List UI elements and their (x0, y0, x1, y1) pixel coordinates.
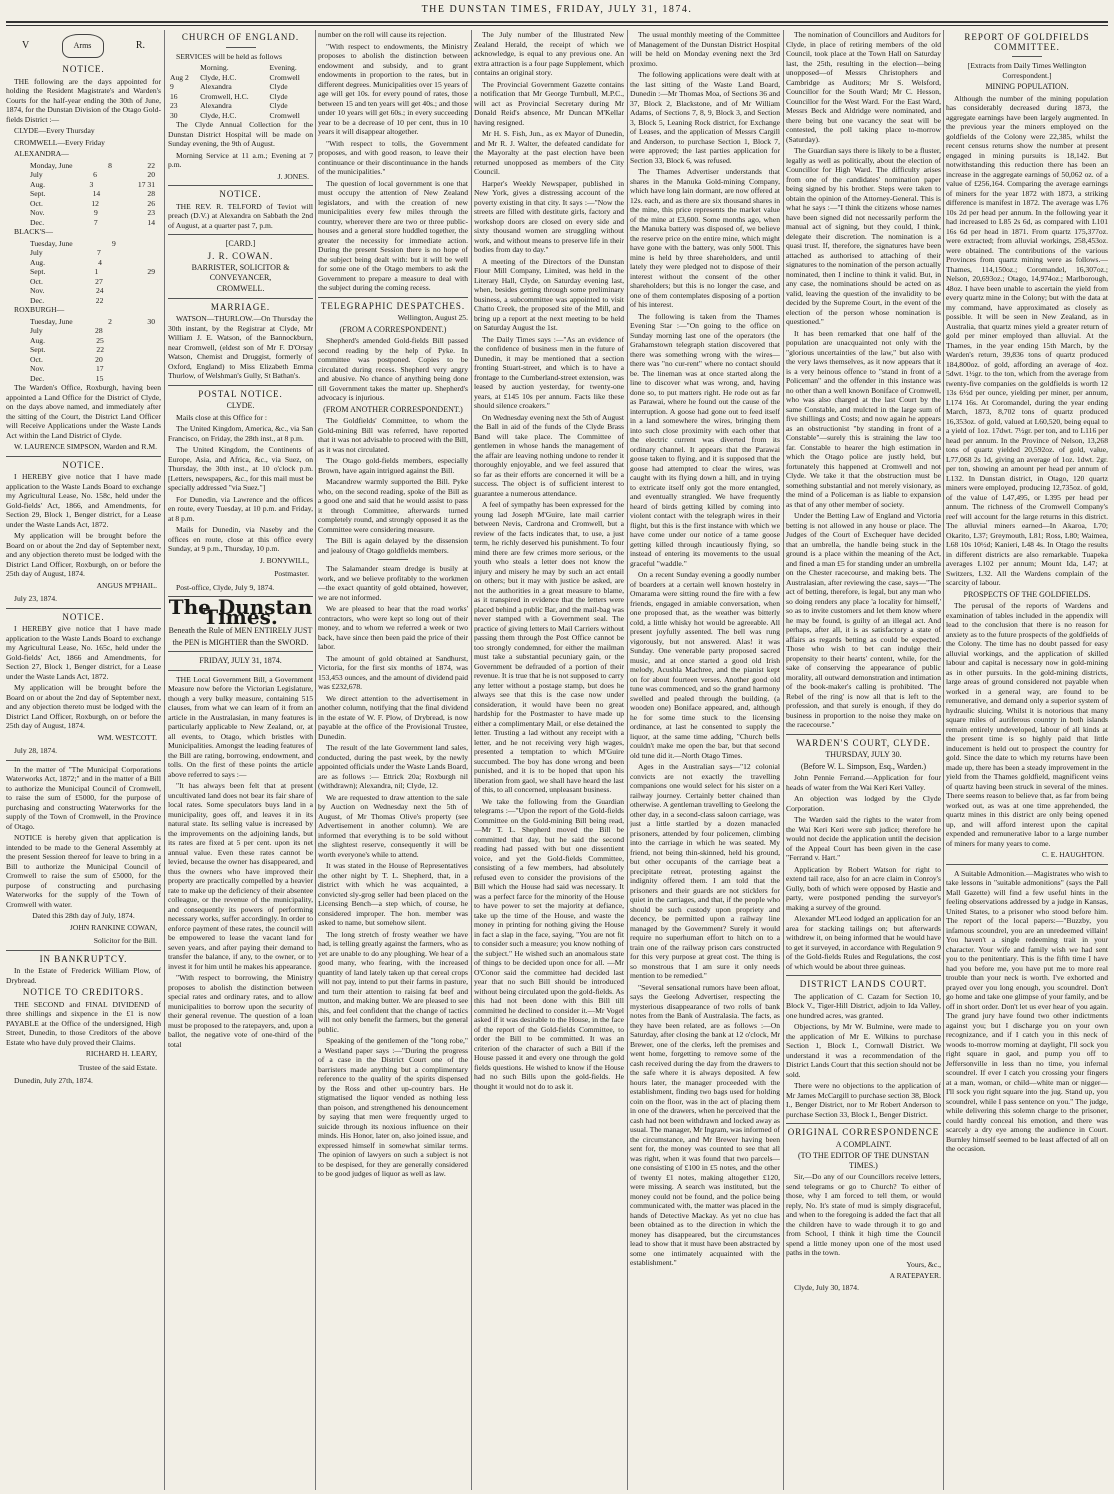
court-paragraph: An objection was lodged by the Clyde Corporation. (786, 794, 941, 813)
table-row (168, 101, 313, 111)
schedule-cell: 23 (147, 208, 155, 217)
schedule-cell: 24 (95, 286, 104, 295)
divider (318, 297, 468, 298)
news-paragraph: The Guardian says there is likely to be a fluster, legally as well as politically, about the election of Councillor for High Ward. The difficulty arises from one of the candidates' nomination paper being signed by his brother. Steps were taken to obtain the opinion of the Attorney-General. This is what he says :—"I think the citizens whose names have been signed did not necessarily perform the manual act of signing, but they could, I think, delegate their discretion. The nomination is a quasi trust. If, therefore, the signatures have been attached as authorised to attaching of their signatures to the nomination of the person actually nominated, then I incline to think it valid. But, in any case, the nominations should be acted on as valid, leaving the question of the invalidity to be decided by the Supreme Court, in the event of the election of the person whose nomination is questioned." (786, 146, 941, 326)
court-notice-intro: THE following are the days appointed for holding the Resident Magistrate's and Warden's Courts for the half-year ending the 30th of June, 1874, for the Dunstan Division of the Otago Gold-fields District :— (6, 76, 161, 124)
schedule-cell: 14 (92, 189, 101, 198)
divider (1012, 56, 1042, 57)
table-cell: Clyde, H.C. (200, 110, 237, 120)
creditors-date: Dunedin, July 27th, 1874. (14, 1076, 93, 1085)
article-paragraph: The question of local government is one that must occupy the attention of New Zealand legislators, and with the creation of new municipalities every few miles through the country, wherever there are two or three public-houses and a general store huddled together, the greater the necessity for immediate action. During the present Session there is no hope of the subject being dealt with: but it will be well for some one of the Otago members to ask the Government to prepare a measure to deal with the subject during the coming recess. (318, 178, 468, 292)
schedule-row (6, 336, 161, 346)
schedule-cell: 9 (111, 238, 116, 248)
divider (6, 950, 161, 951)
church-annual: The Clyde Annual Collection for the Dunstan District Hospital will be made on Sunday evening, the 9th of August. (168, 120, 313, 148)
court-paragraph: The Warden said the rights to the water from the Wai Keri Keri were sub judice; therefore he would not decide the application until the decision of the Appeal Court has been given in the case "Ferrand v. Hart." (786, 815, 941, 862)
news-paragraph: The Thames Advertiser understands that shares in the Manuka Gold-mining Company, which have long lain dormant, are now offered at 12s. each, and as there are six thousand shares in the mine, this price represents the market value of the mine at £3,600. Some months ago, when the Manuka battery was disposed of, we believe the reserve price on the entire mine, which might have gone with the battery, was only 500l. This mine is held by three shareholders, and until lately they were pledged not to dispose of their interest without the consent of the other shareholders; but this is no longer the case, and one of them contemplates disposing of a portion of his interest. (630, 167, 780, 309)
news-paragraph: The Otago gold-fields members, especially Brown, have again intrigued against the Bill. (318, 456, 468, 475)
column-7 (946, 30, 1108, 1490)
marriage-body: WATSON—THURLOW.—On Thursday the 30th instant, by the Registrar at Clyde, Mr William J. E. Watson, of the Bannockburn, near Cromwell, (eldest son of Mr F. D'Orsay Watson, Chemist and Druggist, formerly of Oxford, England) to Miss Elizabeth Emma Thurlow, of Welshman's Gully, St Bathan's. (168, 314, 313, 380)
table-row (168, 111, 313, 121)
schedule-cell: 28 (95, 326, 103, 335)
divider (168, 298, 313, 299)
church-head-evening: Evening. (269, 63, 297, 72)
schedule-cell: 17 31 (137, 179, 155, 189)
schedule-cell: 15 (95, 373, 104, 383)
news-paragraph: The amount of gold obtained at Sandhurst, Victoria, for the first six months of 1874, was 153,453 ounces, and the amount of dividend paid was £232,678. (318, 653, 468, 691)
schedule-cell: 22 (147, 160, 155, 170)
schedule-row (6, 326, 161, 336)
creditors-title: NOTICE TO CREDITORS. (22, 987, 145, 997)
news-paragraph: We direct attention to the advertisement in another column, notifying that the final dividend in the estate of W. F. Plow, of Drybread, is now payable at the office of the Provisional Trustee, Dunedin. (318, 693, 468, 741)
schedule-cell: 27 (95, 276, 103, 286)
postal-item: For Dunedin, via Lawrence and the offices en route, every Tuesday, at 10 p.m. and Friday, at 8 p.m. (168, 494, 313, 523)
church-morning: Morning Service at 11 a.m.; Evening at 7 p.m. (168, 150, 313, 169)
schedule-cell: 8 (108, 160, 112, 170)
divider (378, 559, 408, 560)
divider (786, 975, 941, 976)
column-divider (783, 30, 784, 1490)
schedule-cell: Tuesday, June (30, 238, 73, 248)
article-paragraph: "With respect to tolls, the Government proposes, and with good reason, to leave their continuance or their discontinuance in the hands of the municipalities." (318, 138, 468, 176)
church-signature: J. JONES. (277, 171, 309, 181)
table-cell: Aug 2 (170, 72, 189, 82)
notice-title: NOTICE. (62, 459, 105, 470)
issue-date: FRIDAY, JULY 31, 1874. (199, 656, 282, 665)
column-divider (315, 30, 316, 1490)
schedule-cell: July (30, 248, 43, 257)
schedule-row (6, 317, 161, 327)
schedule-cell: 4 (98, 257, 102, 267)
schedule-cell: 22 (95, 295, 104, 305)
news-paragraph: The July number of the Illustrated New Zealand Herald, the receipt of which we acknowledge, is equal to any previous one. An extra attraction is a four page Supplement, which contains an original story. (474, 30, 624, 77)
postal-item: Mails for Dunedin, via Naseby and the offices en route, close at this office every Sunday, at 9 p.m., Thursday, 10 p.m. (168, 525, 313, 553)
waterworks-signature-title: Solicitor for the Bill. (93, 936, 157, 945)
news-paragraph: It was stated in the House of Representatives the other night by T. L. Shepherd, that, in a district with which he was acquainted, a convicted sly-grog seller had been placed on the Licensing Bench—a step which, of course, he considered improper. The hon. member was asked to name, but somehow silent. (318, 861, 468, 927)
warden-signature: W. LAURENCE SIMPSON, Warden and R.M. (13, 442, 157, 451)
crest-right-letter: R. (135, 40, 145, 52)
table-cell: Clyde (269, 101, 288, 110)
news-paragraph: A feel of sympathy has been expressed for the young lad Joseph M'Guire, late mail carrier between Nevis, Cardrona and Cromwell, but a review of the facts indicates that, to use, a just term, he richly deserved his punishment. To four mind there are few crimes more serious, or the youth who steals a letter does not know the injury and misery he may by such an act entail on others; but it may with justice be asked, are not the authorities in a great measure to blame, as it transpired in evidence that the letters were placed behind a public Bar, and the mail-bag was never stamped with a Government seal. The practice of giving letters to Mail Carriers without passing them through the Post Office cannot be too strongly condemned, for either the mailman must take a substantial pecuniary gain, or the Government be defrauded of a portion of their revenue. It is true that he is not supposed to carry any letter without a postage stamp, but does he always see that this is the case now under consideration, it would have been no great hardship for the Postmaster to have made up either a complimentary Mail, or else detained the letter. Trusting a lad without any receipt with a letter, and he not receiving very high wages, presented a temptation to which M'Guire succumbed. The boy has done wrong and been punished, and it is to be hoped that upon his liberation from gaol, we shall have heard the last of this, to all concerned, unpleasant business. (474, 500, 624, 794)
schedule-row (6, 258, 161, 268)
masthead-rule (6, 21, 1108, 23)
divider (6, 608, 161, 609)
table-cell: 23 (170, 101, 178, 110)
creditors-signature-title: Trustee of the said Estate. (78, 1062, 157, 1072)
table-cell: Clyde (269, 82, 288, 91)
news-paragraph: Macandrew warmly supported the Bill. Pyke who, on the second reading, spoke of the Bill as a good one and said that he would assist to pass it through Committee, afterwards turned completely round, and strongly opposed it as the Committee were considering measure. (318, 477, 468, 534)
church-head-morning: Morning. (200, 63, 229, 72)
news-paragraph: "Several sensational rumors have been afloat, says the Geelong Advertiser, respecting the mysterious disappearance of two rolls of bank notes from the Bank of Australasia. The facts, as they have been related, are as follows :—On Saturday, after closing the bank at 12 o'clock, Mr Brewer, one of the clerks, left the premises and went home, forgetting to remove some of the cash received during the day from the drawers to the safe where it is always deposited. A few hours later, the manager proceeded with the establishment, finding two bags used for holding coin on the floor, was in the act of placing them in one of the drawers, when he perceived that the cash had not been withdrawn and locked away as usual. The manager, Mr Ingram, was informed of the circumstance, and Mr Brewer having been sent for, the money was counted to see that all was right, when it was found that two parcels—one consisting of £100 in £5 notes, and the other of twenty £1 notes, making altogether £120, were missing. A search was instituted, but the money could not be found, and the police being communicated with, the matter was placed in the hands of Detective Mackay. As yet no clue has been obtained as to the direction in which the money has disappeared, but the circumstances lead to show that it must have been abstracted by some one intimately acquainted with the establishment." (630, 982, 780, 1267)
district-lands-title: DISTRICT LANDS COURT. (799, 979, 928, 989)
divider (168, 185, 313, 186)
schedule-cell: Aug. (30, 257, 45, 267)
blacks-dates (6, 239, 161, 306)
correspondence-title: ORIGINAL CORRESPONDENCE (787, 1127, 940, 1137)
leader-paragraph: "It has always been felt that at present uncultivated land does not bear its fair share of local rates. Some speculators buys land in a municipality, goes off, and leaves it in its natural state. Its selling value is increased by the improvements on the adjoining lands, but its rates are fixed at 5 per cent. upon its net annual value. Even these rates cannot be levied, because the owner has disappeared, and thus the owners who have improved their property are practically compelled by a heavier rate to make up the deficiency of their absentee colleague, or the revenue of the municipality, and consequently its powers of performing necessary works, suffer accordingly. In order to enforce payment of these rates, the council will be empowered to lease the vacant land for seven years, and after paying their demand to transfer the balance, if any, to the owner, or to invest it for him until he makes his appearance. (168, 781, 313, 971)
notice-body: I HEREBY give notice that I have made application to the Waste Lands Board to exchange my Agricultural Lease, No. 165c, held under the Gold-fields' Act, 1866 and Amendments, for Section 27, Block 1, Benger district, for a Lease under the Waste Lands Act, 1872. (6, 624, 161, 681)
section-heading: PROSPECTS OF THE GOLDFIELDS. (963, 589, 1091, 599)
court-paragraph: Application by Robert Watson for right to extend tail race, also for an acre claim in Conroy's Gully, both of which were opposed by Hastie and party, were postponed pending the surveyor's making a survey of the ground. (786, 864, 941, 912)
telegraphic-title: TELEGRAPHIC DESPATCHES. (320, 300, 466, 311)
notice-body: I HEREBY give notice that I have made application to the Waste Lands Board to exchange my Agricultural Lease, No. 158c, held under the Gold-fields' Act, 1866, and Amendments, for Section 29, Block 1, Benger district, for a Lease under the Waste Lands Act, 1872. (6, 472, 161, 529)
schedule-cell: Aug. (30, 335, 45, 345)
crest-left-letter: V (22, 40, 30, 52)
masthead: THE DUNSTAN TIMES, FRIDAY, JULY 31, 1874. (421, 4, 693, 15)
news-paragraph: We take the following from the Guardian telegrams :—"Upon the report of the Gold-fields Committee on the Gold-mining Bill being read,—Mr T. L. Shepherd moved the Bill be committed that day, but he said the second reading had passed with but one dissentient voice, and yet the Gold-fields Committee, consisting of a few members, had absolutely refused even to consider the provisions of the Bill which the House had said was necessary. It was a perfect farce for the minority of the House to have power to set the majority at defiance, take up the time of the House, and waste the money in printing for nothing giving the House in fact a slap in the face, saying, "You are not fit to consider such a measure; you know nothing of the subject." He wished such an anomalous state of things to be decided upon once for all. —Mr O'Conor said the committee had decided last year that no such Bill should be introduced without being circulated upon the gold-fields. As this had not been done with this Bill till committed he declined to consider it.—Mr Vogel asked if it was desirable to the House, in the face of the report of the Gold-fields Committee, to order the Bill to be committed. It was an criterion of the character of such a Bill if the House passed it and every one through the gold fields questions. He wished to know if the House had no such Bills upon the gold-fields. He thought it would not do to ask it. (474, 796, 624, 1091)
postal-item: The United Kingdom, America, &c., via San Francisco, on Friday, the 28th inst., at 8 p.m. (168, 424, 313, 443)
report-paragraph: Although the number of the mining population has considerably decreased during 1873, the aggregate earnings have been largely augmented. In the previous year the miners employed on the goldfields of the Colony were 22,385, whilst the recent census returns show the number at present engaged in mining pursuits is 18,142. But notwithstanding this reduction there has been an increase in the aggregate earnings of 50,062 oz. of a value of £256,164. Comparing the average earnings of miners for the year 1872 with 1873, a striking difference is manifest in 1872. The average was L76 10s 2d per head per annum. In the following year it had increased to L85 2s 6d, as compared with L101 16s 6d per head in 1871. From quartz 175,377oz. were extracted; from alluvial workings, 258,453oz. were obtained. The contributions of the various Provinces from quartz mining were as follows.—Thames, 114,150oz.; Coromandel, 16,307oz.; Nelson, 20,693oz.; Otago, 14,974oz.; Marlborough, 48oz. I have been unable to ascertain the yield from every quartz mine in the Colony; but with the data at my command, have approximated as closely as possible. It will be seen in New Zealand, as in Australia, that quartz mines yield a greater return of gold per miner employed than alluvial. At the Thames, in the year ending 15th March, by the Warden's return, 39,836 tons of quartz produced 184,800oz. of gold, affording an average of 4oz. 5dwt. 1½gr. to the ton, which from the average from twenty-five companies on the goldfields is worth 12 13s 6½d per ounce, yielding per miner, per annum, L174 16s. At Coromandel, during the year ending March, 1873, 8,702 tons of quartz produced 16,353oz. of gold, valued at L60,520, being equal to a yield of 1oz. 17dwt. 7½gr. per ton, and to L116 per head per annum. In the Province of Nelson, 13,268 tons of quartz yielded 20,592oz. of gold, value, L77,068 2s 1d, giving an average of 1oz. 1dwt. 2gr. per ton, showing an amount per head per annum of L132. In Dunstan district, in Otago, 120 quartz miners were employed, producing 12,735oz. of gold, of the value of L47,495, or L395 per head per annum. The richness of the Cromwell Company's reef will account for the large returns in this district. The alluvial miners earned—In Akaroa, L70; Okarito, L37; Greymouth, L81; Ross, L80; Waimea, L68 10s 10½d; Kanieri, L48 4s. In Otago the results in different districts are also remarkable. Tuapeka averages L102 per annum; Mount Ida, L47; at Switzers, L32. All the Wardens complain of the scarcity of labour. (946, 93, 1108, 587)
news-paragraph: The Provincial Government Gazette contains a notification that Mr George Turnbull, M.P.C., will act as Provincial Secretary during Mr Donald Reid's absence, Mr Duncan M'Kellar having resigned. (474, 79, 624, 127)
article-paragraph: "With respect to endowments, the Ministry proposes to abolish the distinction between endowment and subsidy, and to grant endowments in proportion to the rates, but in different degrees. Municipalities over 15 years of age will get 10s. for every pound of rates, those between 15 and ten years will get 40s.; and those under 10 years will get 60s.; in every succeeding year to be a decrease of 10 per cent, thus in 10 years it will disappear altogether. (318, 41, 468, 136)
column-4 (474, 30, 624, 1490)
cromwell-sitting: CROMWELL—Every Friday (14, 137, 105, 147)
notice-date: July 28, 1874. (14, 746, 58, 755)
schedule-cell: Monday, June (30, 160, 73, 170)
news-paragraph: The following is taken from the Thames Evening Star :—"On going to the office on Sunday morning last one of the operators (the Grahamstown telegraph station discovered that there was something wrong with the wires—there was "no cur-rent" where no contact should be. The lineman was at once started along the line to discover what was wrong, and, having done so, to put matters right. He rode out as far as Parawai, where he found out the cause of the interruption. A goose had gone out to feed itself in a land somewhere the wires, bringing them into such close proximity with each other that the electric current was diverted from its ordinary channel. It appears that the Parawai goose taken to flying, and it is supposed that the goose had attempted to clear the wires, was caught with its flying down a hill, and in trying to extricate itself only got the more entangled, and eventually strangled. We have frequently heard of birds getting killed by coming into violent contact with the telegraph wires in their flight, but this is the first instance with which we have come under our notice of a tame goose getting killed through incautiously flying, so instead of entering its movements to the usual graceful "waddle." (630, 311, 780, 568)
divider (6, 760, 161, 761)
complaint-body: Sir,—Do any of our Councillors receive letters, send telegrams or go to Church? To either of those, why I am forced to tell them, or would reply, No. It's state of mud is simply disgraceful, and when to the foregoing is added the fact that all the children have to wade through it to go and from School, I think it high time the Council spend a little money upon one of the most used paths in the town. (786, 1172, 941, 1257)
waterworks-notice: NOTICE is hereby given that application is intended to be made to the General Assembly at the present Session thereof for leave to bring in a Bill to authorize the Municipal Council of Cromwell to raise the sum of £5000, for the purpose of constructing and purchasing Waterworks for the supply of the Town of Cromwell with water. (6, 833, 161, 909)
table-cell: Cromwell (269, 110, 300, 120)
notice-signature: WM. WESTCOTT. (97, 732, 157, 742)
article-paragraph: number on the roll will cause its rejection. (318, 30, 447, 39)
schedule-cell: 17 (95, 364, 104, 373)
schedule-row (6, 355, 161, 365)
notice-title: NOTICE. (219, 189, 262, 199)
complaint-yours: Yours, &c., (906, 1259, 941, 1269)
table-row (168, 73, 313, 83)
report-title: REPORT OF GOLDFIELDS COMMITTEE. (964, 32, 1090, 52)
schedule-cell: July (30, 326, 43, 335)
leader-paragraph: "With respect to borrowing, the Ministry proposes to abolish the distinction between special rates and ordinary rates, and to allow municipalities to borrow upon the security of their general revenue. The question of a loan must be proposed to the ratepayers, and, upon a ballot, the negative vote of one-third of the total (168, 973, 313, 1049)
schedule-cell: Dec. (30, 373, 45, 383)
column-1 (6, 30, 161, 1490)
column-6 (786, 30, 941, 1490)
schedule-row (6, 189, 161, 199)
royal-crest (6, 30, 161, 62)
news-paragraph: The nomination of Councillors and Auditors for Clyde, in place of retiring members of the old Council, took place at the Town Hall on Saturday last, the 25th, resulting in the election—being unopposed—of Messrs Christophers and Cambridge as Auditors; Mr S. Welsford, Councillor for the South Ward; Mr C. Hesson, Councillor for the West Ward. For the East Ward, Messrs Beck and Aldridge were nominated, and there being but one vacancy the seat will be contested, the poll taking place to-morrow (Saturday). (786, 30, 941, 144)
news-paragraph: Harper's Weekly Newspaper, published in New York, gives a distressing account of the poverty existing in that city. It says :—"Now the streets are filled with destitute girls, factory and workshop doors are closed on every side and sixty thousand women are struggling without work, and without means to preserve life in their bodies from day to day." (474, 178, 624, 254)
schedule-cell: Nov. (30, 364, 45, 373)
schedule-cell: 14 (147, 217, 155, 227)
schedule-cell: 29 (147, 267, 155, 276)
card-label: [CARD.] (225, 239, 256, 248)
column-5 (630, 30, 780, 1490)
alexandra-label: ALEXANDRA— (14, 149, 69, 158)
admonition-paragraph: A Suitable Admonition.—Magistrates who wish to take lessons in "suitable admonitions" (says the Pall Mall Gazette) will find a few useful hints in the feeling observations addressed by a judge in Kansas, United States, to a prisoner who stood before him. The report of the local papers:—"Buzzby, you infamous scoundrel, you are an unredeemed villain! You haven't a single redeeming trait in your character. Your wife and family wish we had sent you to the penitentiary. This is the fifth time I have had you before me, you have put me to more real trouble than your neck is worth. I've exhorted and prayed over you long enough, you scoundrel. Don't go home and take one glimpse of your family, and be off in short order. Don't let us ever hear of you again. The grand jury have found two other indictments against you; but I discharge you on your own recognizance, and if I catch you in this neck of woods to-morrow morning at daylight, I'll sock you right square in gaol, and pump you off to Jeffersonville in less than no time, you infernal scoundrel. If ever I catch you crossing your fingers at a man, woman, or child—white man or nigger—I'll sock you right square into the jug. Stand up, you scoundrel, while I pass sentence on you." The judge, while delivering this solemn charge to the prisoner, could hardly conceal his emotion, and there was scarcely a dry eye among the audience in Court. Burnley himself seemed to be least affected of all on the occasion. (946, 868, 1108, 1153)
paper-title: The Dunstan Times. (168, 595, 313, 629)
divider (946, 864, 1108, 865)
wardens-court-date: THURSDAY, JULY 30. (825, 750, 902, 759)
news-paragraph: The Bill is again delayed by the dissension and jealousy of Otago goldfields members. (318, 536, 468, 555)
schedule-cell: Nov. (30, 286, 45, 295)
correspondent-label: (FROM A CORRESPONDENT.) (339, 324, 447, 334)
schedule-cell: 25 (96, 335, 104, 345)
schedule-row (6, 161, 161, 171)
news-paragraph: Under the Betting Law of England and Victoria betting is not allowed in any house or place. The Judges of the Court of Exchequer have decided that an umbrella, the handle being stuck in the ground is a place within the meaning of the Act, and fined a man £5 for standing under an umbrella on the Chester racecourse, and making bets. The Australasian, after reviewing the case, says—"The act of betting, therefore, is legal, but any man who so doing renders any place 'a locality for himself,' so as to invite customers and let them know where he may be found, is guilty of an illegal act. And perhaps, after all, it is as satisfactory a state of affairs as regards betting as could be expected. Those who wish to bet can indulge their propensity to their hearts' content, while, for the sake of conserving the appearance of public morality, all outward demonstration and intimation of the book-maker's calling is prohibited. 'The Rebel of the ring' is now all that is left to the profession, and that surely is enough, if they do business in proportion to the noise they make on the racecourse." (786, 511, 941, 729)
complaint-signature: A RATEPAYER. (889, 1271, 941, 1280)
court-paragraph: The application of C. Cazam for Section 10, Block V., Tiger-Hill District, adjoin to Ida Valley, one hundred acres, was granted. (786, 991, 941, 1020)
creditors-body: THE SECOND and FINAL DIVIDEND of three shillings and sixpence in the £1 is now PAYABLE at the Office of the undersigned, High Street, Dunedin, to those Creditors of the above Estate who have duly proved their Claims. (6, 999, 161, 1047)
divider (168, 651, 313, 652)
postal-title: POSTAL NOTICE. (198, 388, 283, 399)
postal-signature: J. BONYWILL, (259, 555, 309, 565)
news-paragraph: The following applications were dealt with at the last sitting of the Waste Land Board, Dunedin :—Mr Thomas Moa, of Sections 36 and 37, Block 2, Blackstone, and of Mr William Adams, of Sections 7, 8, 9, Block 3, and Section 3, Block 5, Leaning Rock district, for Exchange of Leases, and the application of Messrs Cargill and Anderson, to purchase Section 1, Block 7, were approved; the last parties application for Section 33, Block 6, was refused. (630, 70, 780, 165)
complaint-title: A COMPLAINT. (835, 1139, 892, 1149)
divider (168, 670, 313, 671)
table-row (168, 82, 313, 92)
postal-intro: Mails close at this Office for : (176, 412, 267, 422)
blacks-label: BLACK'S— (14, 227, 53, 236)
wardens-court-title: WARDEN'S COURT, CLYDE. (796, 737, 931, 748)
royal-arms-icon: Arms (62, 34, 104, 58)
schedule-row (6, 267, 161, 277)
telegraphic-place: Wellington, August 25. (397, 313, 468, 322)
schedule-row (6, 296, 161, 306)
waterworks-date: Dated this 28th day of July, 1874. (32, 911, 135, 920)
column-3 (318, 30, 468, 1490)
table-cell: Clyde (269, 91, 288, 101)
report-source: [Extracts from Daily Times Wellington Correspondent.] (967, 61, 1087, 80)
correspondent-label: (FROM ANOTHER CORRESPONDENT.) (323, 404, 463, 414)
news-paragraph: The Salamander steam dredge is busily at work, and we believe profitably to the workmen—the exact quantity of gold obtained, however, we are not informed. (318, 564, 468, 602)
notice-date: July 23, 1874. (14, 594, 58, 603)
postal-signature-title: Postmaster. (274, 569, 309, 578)
creditors-signature: RICHARD H. LEARY, (85, 1049, 157, 1058)
wardens-court-before: (Before W. L. Simpson, Esq., Warden.) (800, 761, 927, 771)
news-paragraph: Ages in the Australian says—"12 colonial convicts are not exactly the travelling companions one would select for his sister on a railway journey. Certainly better chained than otherwise. A gentleman travelling to Geelong the other day, in a second-class saloon carriage, was just a little startled by a dozen manacled prisoners, attended by four policemen, climbing into the carriage in which he was seated. My friend, not being thin-skinned, held his ground, but other occupants of the carriage beat a precipitate retreat, protesting against the indignity offered them. I am told that the prisoners and their guards are not sticklers for quiet in the carriages, and that, if the people who should be such custody upon propriety and decency, be permitted upon a railway line managed by the Government? Surely it would require no superhuman effort to hitch on to a train one of the railway prison cars constructed for this very purpose at great cost. The thing is so monstrous that I am sure it only needs mention to be remedied." (630, 762, 780, 980)
news-paragraph: On a recent Sunday evening a goodly number of boarders at a certain well known hostelry in Omarama were sitting round the fire with a few friends, engaged in amiable conversation, when one proposed that, as the weather was bitterly cold, a little whisky hot would be agreeable. All present joyfully assented. The bell was rung vigorously, but not answered. Alas! it was Sunday. One venerable party proposed sacred music, and at once started a good old Irish melody, Acushla Machree, and the pianist kept on for about fourteen verses. Another good old tune was commenced, and so the grand harmony swelled and pealed through the building, (a wooden one) Boniface appeared, and, although he for some time stuck to the licensing ordinance, at last he consented to supply the liquor, at the same time adding, "Church bells couldn't make me open the bar, but that second old tune did it.—North Otago Times. (630, 570, 780, 760)
schedule-cell: 22 (96, 345, 104, 354)
schedule-cell: 12 (91, 198, 99, 208)
divider (786, 734, 941, 735)
schedule-cell: 6 (93, 170, 97, 179)
schedule-cell: Dec. (30, 217, 45, 227)
column-divider (164, 30, 165, 1490)
news-paragraph: The usual monthly meeting of the Committee of Management of the Dunstan District Hospital will be held on Monday evening next the 3rd proximo. (630, 30, 780, 68)
report-signature: C. E. HAUGHTON. (1041, 850, 1104, 859)
roxburgh-label: ROXBURGH— (14, 305, 65, 314)
table-cell: 9 (170, 82, 174, 91)
schedule-cell: 20 (147, 170, 155, 179)
column-divider (471, 30, 472, 1490)
notice-body: THE REV. R. TELFORD of Teviot will preach (D.V.) at Alexandra on Sabbath the 2nd of August, at a quarter past 7, p.m. (168, 201, 313, 230)
schedule-cell: 9 (94, 208, 98, 217)
table-cell: Clyde, H.C. (200, 72, 237, 82)
schedule-row (6, 286, 161, 296)
bankruptcy-title: IN BANKRUPTCY. (39, 953, 128, 964)
schedule-row (6, 248, 161, 258)
schedule-row (6, 345, 161, 355)
news-paragraph: The Goldfields' Committee, to whom the Gold-mining Bill was referred, have reported that it was not advisable to proceed with the Bill, as it was not circulated. (318, 416, 468, 454)
paper-motto: the PEN is MIGHTIER than the SWORD. (172, 637, 309, 647)
divider (786, 1123, 941, 1124)
schedule-row (6, 239, 161, 249)
cowan-title: BARRISTER, SOLICITOR & CONVEYANCER, (191, 263, 290, 282)
schedule-row (6, 199, 161, 209)
court-paragraph: Alexander M'Leod lodged an application for an area for stacking tailings on; but afterwards withdrew it, on being informed that he would have to get it surveyed, in accordance with Regulation 9 of the Gold-fields Rules and Regulations, the cost of which would be about three guineas. (786, 914, 941, 971)
waterworks-matter: In the matter of "The Municipal Corporations Waterworks Act, 1872;" and in the matter of a Bill to authorize the Municipal Council of Cromwell, to raise the sum of £5000, for the purpose of purchasing and constructing Waterworks for the supply of the Town of Cromwell, in the Province of Otago. (6, 764, 161, 831)
roxburgh-dates (6, 317, 161, 384)
notice-body: My application will be brought before the Board on or about the 2nd day of September next, and any objection thereto must be lodged with the District Land Officer, Roxburgh, on or before the 25th day of August, 1874. (6, 683, 161, 730)
divider (168, 234, 313, 235)
report-paragraph: The perusal of the reports of Wardens and examination of tables included in the appendix will lead to the conclusion that there is no reason for anxiety as to the future prospects of the goldfields of the Colony. The time has no doubt passed for easy alluvial workings, and the application of skilled labour and capital is necessary now in gold-mining as in other pursuits. In the gold-mining districts, large areas of ground considered not payable when worked in a general way, are found to be remunerative, and demand only a superior system of hydraulic sluicing. Whilst it is notorious that many square miles of auriferous country in both islands remain entirely undeveloped, labour of all kinds at the present time is so highly paid that little inducement is held out to prospect the country for gold. Since the date to which my returns have been made up, there has been a steady improvement in the yield from the Thames goldfield, magnificent veins of quartz having been struck in several of the mines. There seems reason to believe that, as far from being worked out, as was at one time apprehended, the quartz mines in this district are only being opened up, and will afford interest upon the capital expended and remunerative labor to a large number of miners for many years to come. (946, 601, 1108, 848)
cowan-name: J. R. COWAN. (207, 250, 274, 261)
column-2 (168, 30, 313, 1490)
table-cell: Cromwell, H.C. (200, 91, 249, 101)
court-paragraph: Objections, by Mr W. Bulmine, were made to the application of Mr E. Wilkins to purchase Section 1, Block I., Cornwall District. We understand it was a recommendation of the District Lands Court that this section should not be sold. (786, 1022, 941, 1079)
news-paragraph: Shepherd's amended Gold-fields Bill passed second reading by the help of Pyke. In committee was postponed. Copies to be circulated during recess. Shepherd very angry and abusive. No chance of anything being done till Government takes the matter up. Shepherd's advocacy is injurious. (318, 336, 468, 402)
court-paragraph: There were no objections to the application of Mr James McCargill to purchase section 38, Block I., Benger District, nor to Mr Robert Anderson to purchase Section 33, Block I., Benger District. (786, 1081, 941, 1119)
schedule-cell: Sept. (30, 345, 46, 354)
complaint-date: Clyde, July 30, 1874. (794, 1282, 859, 1292)
court-paragraph: John Pennie Ferrand.—Application for four heads of water from the Wai Keri Keri Valley. (786, 773, 941, 792)
news-paragraph: The long stretch of frosty weather we have had, is telling greatly against the farmers, who as yet are unable to do any ploughing. We hear of a good many, who fearing, with the increased quantity of land lately taken up that cereal crops will not pay, intend to put their farms in pasture, and turn their attention to raising fat beef and mutton, and making butter. We are pleased to see this, and feel confident that the change of tactics will not only benefit the farmers, but the general public. (318, 929, 468, 1034)
schedule-row (6, 218, 161, 228)
news-paragraph: Mr H. S. Fish, Jun., as ex Mayor of Dunedin, and Mr R. J. Walter, the defeated candidate for the Mayoralty at the past election have been returned unopposed as members of the City Council. (474, 129, 624, 176)
church-schedule (168, 63, 313, 120)
schedule-cell: Tuesday, June (30, 316, 73, 326)
table-cell: Alexandra (200, 82, 232, 91)
schedule-row (6, 277, 161, 287)
schedule-cell: 28 (147, 189, 155, 198)
column-divider (943, 30, 944, 1490)
notice-signature: ANGUS M'PHAIL. (96, 580, 157, 590)
news-paragraph: We are requested to draw attention to the sale by Auction on Wednesday next the 5th of August, of Mr Thomas Olive's property (see Advertisement in another column). We are informed that everything is to be sold without the slightest reserve, consequently it will be worth everyone's while to attend. (318, 792, 468, 859)
postal-place: CLYDE. (226, 401, 255, 410)
postal-date: Post-office, Clyde, July 9, 1874. (176, 582, 275, 592)
news-paragraph: A meeting of the Directors of the Dunstan Flour Mill Company, Limited, was held in the Literary Hall, Clyde, on Saturday evening last, when, besides getting through some preliminary business, a subcommittee was appointed to visit Chatto Creek, the proposed site of the Mill, and bring up a report at the next meeting to be held on Saturday August the 1st. (474, 256, 624, 332)
leader-paragraph: THE Local Government Bill, a Government Measure now before the Victorian Legislature, though a very bulky measure, containing 515 clauses, from what we can learn of it from an article in the Australasian, in many features is particularly applicable to New Zealand, or, at all events, to Otago, which bristles with Municipalities. Amongst the leading features of the Bill are rating, borrowing, endowment, and tolls. On the first of these points the article above referred to says :— (168, 674, 313, 779)
news-paragraph: The Daily Times says :—"As an evidence of the confidence of business men in the future of Dunedin, it may be mentioned that a section fronting Stuart-street, and which is to have a frontage to the Cumberland-street extension, was leased by auction yesterday, for twenty-one years, at £145 10s per annum. Facts like these should silence croakers." (474, 334, 624, 410)
schedule-row (6, 170, 161, 180)
schedule-cell: 30 (147, 316, 155, 326)
news-paragraph: The result of the late Government land sales, conducted, during the past week, by the newly appointed officials under the Waste Lands Board, are as follows :— Ettrick 20a; Roxburgh nil (withdrawn); Alexandra, nil; Clyde, 12. (318, 743, 468, 790)
warden-office-text: The Warden's Office, Roxburgh, having been appointed a Land Office for the District of Clyde, on the days above named, and immediately after the sitting of the Court, the District Land Officer will Receive Applications under the Waste Lands Act within the Land District of Clyde. (6, 383, 161, 440)
schedule-cell: Sept. (30, 267, 46, 276)
notice-title: NOTICE. (62, 64, 105, 74)
schedule-cell: Nov. (30, 208, 45, 217)
table-cell: 16 (170, 91, 178, 101)
church-title: CHURCH OF ENGLAND. (181, 32, 300, 42)
divider (6, 456, 161, 457)
schedule-cell: Oct. (30, 354, 43, 364)
schedule-cell: 20 (95, 354, 103, 364)
schedule-cell: 26 (147, 198, 155, 208)
masthead-rule-thin (6, 25, 1108, 26)
schedule-cell: 1 (94, 267, 99, 276)
table-row (168, 92, 313, 102)
postal-item: The United Kingdom, the Continents of Europe, Asia, and Africa, &c., via Suez, on Thursday, the 30th inst., at 10 o'clock p.m. [Letters, newspapers, &c., for this mail must be specially addressed "via Suez."] (168, 445, 313, 492)
notice-body: My application will be brought before the Board on or about the 2nd day of September next, and any objection thereto must be lodged with the District Land Officer, Roxburgh, on or before the 25th day of August, 1874. (6, 531, 161, 578)
church-intro: SERVICES will be held as follows (176, 51, 282, 61)
marriage-title: MARRIAGE. (210, 301, 271, 312)
news-paragraph: Speaking of the gentlemen of the "long robe," a Westland paper says :—"During the progress of a case in the District Court one of the barristers made anything but a complimentary reference to the quality of the spirits dispensed by the Ross and other up-country bars. He stigmatised the liquor vended as nothing less than poison, and strengthened his denouncement by saying that men were frequently urged to suicide through its noxious influence on their minds. His Honor, later on, also joined issue, and expressed himself in somewhat similar terms. The opinion of lawyers on such a subject is not to be despised, for they are generally considered to be good judges of liquor as well as law. (318, 1036, 468, 1178)
schedule-row (6, 364, 161, 374)
schedule-cell: 7 (96, 248, 101, 257)
schedule-cell: 7 (93, 217, 98, 227)
table-cell: 30 (170, 110, 178, 120)
schedule-cell: Aug. (30, 179, 45, 189)
schedule-row (6, 180, 161, 190)
bankruptcy-body: In the Estate of Frederick William Plow, of Drybread. (6, 966, 161, 985)
schedule-cell: 2 (108, 316, 112, 326)
paper-motto: Beneath the Rule of MEN ENTIRELY JUST (168, 626, 313, 635)
waterworks-signature: JOHN RANKINE COWAN, (69, 922, 157, 932)
news-paragraph: On Wednesday evening next the 5th of August the Ball in aid of the funds of the Clyde Brass Band will take place. The Committee of gentlemen in whose hands the management of the affair are leaving nothing undone to render it thoroughly enjoyable, and we feel assured that so far as their efforts are concerned it will be a success. The object is of sufficient interest to guarantee a numerous attendance. (474, 412, 624, 498)
news-paragraph: We are pleased to hear that the road works' contractors, who were kept so long out of their money, and to whom we referred a week or two back, have since then been paid the price of their labor. (318, 604, 468, 651)
schedule-row (6, 208, 161, 218)
divider (168, 385, 313, 386)
table-cell: Alexandra (200, 101, 232, 110)
column-divider (627, 30, 628, 1490)
complaint-to: (TO THE EDITOR OF THE DUNSTAN TIMES.) (798, 1151, 929, 1170)
schedule-cell: July (30, 170, 43, 179)
schedule-cell: Oct. (30, 276, 43, 286)
schedule-cell: Sept. (30, 189, 46, 198)
schedule-cell: Dec. (30, 295, 45, 305)
section-heading: MINING POPULATION. (985, 82, 1069, 91)
alexandra-dates (6, 161, 161, 228)
notice-title: NOTICE. (62, 611, 105, 622)
news-paragraph: It has been remarked that one half of the population are unacquainted not only with the "glorious uncertainties of the law," but also with the very laws themselves, as it now appears that it is a very heinous offence to "stand in front of a Policeman" and the offender in this instance was no other than a well known Boniface of Cromwell, who was also charged at the last Court by the same Constable, and mulcted in the large sum of five shillings and Costs; and now again he appears as an obstructionist "by standing in front of a Constable"—surely this is straining the law too far. Constable to hearer the high estimation in which the Otago police are justly held, but fortunately this happened at Cromwell and not Clyde. We take it that the obstruction must be something substantial and not merely visionary, as the mind of a Policeman is as liable to expansion as that of any other member of society. (786, 328, 941, 509)
schedule-cell: 3 (89, 179, 94, 189)
cowan-place: CROMWELL. (216, 284, 265, 293)
table-cell: Cromwell (269, 72, 300, 82)
divider (226, 47, 256, 48)
schedule-cell: Oct. (30, 198, 43, 208)
schedule-row (6, 374, 161, 384)
clyde-sitting: CLYDE—Every Thursday (14, 126, 95, 135)
